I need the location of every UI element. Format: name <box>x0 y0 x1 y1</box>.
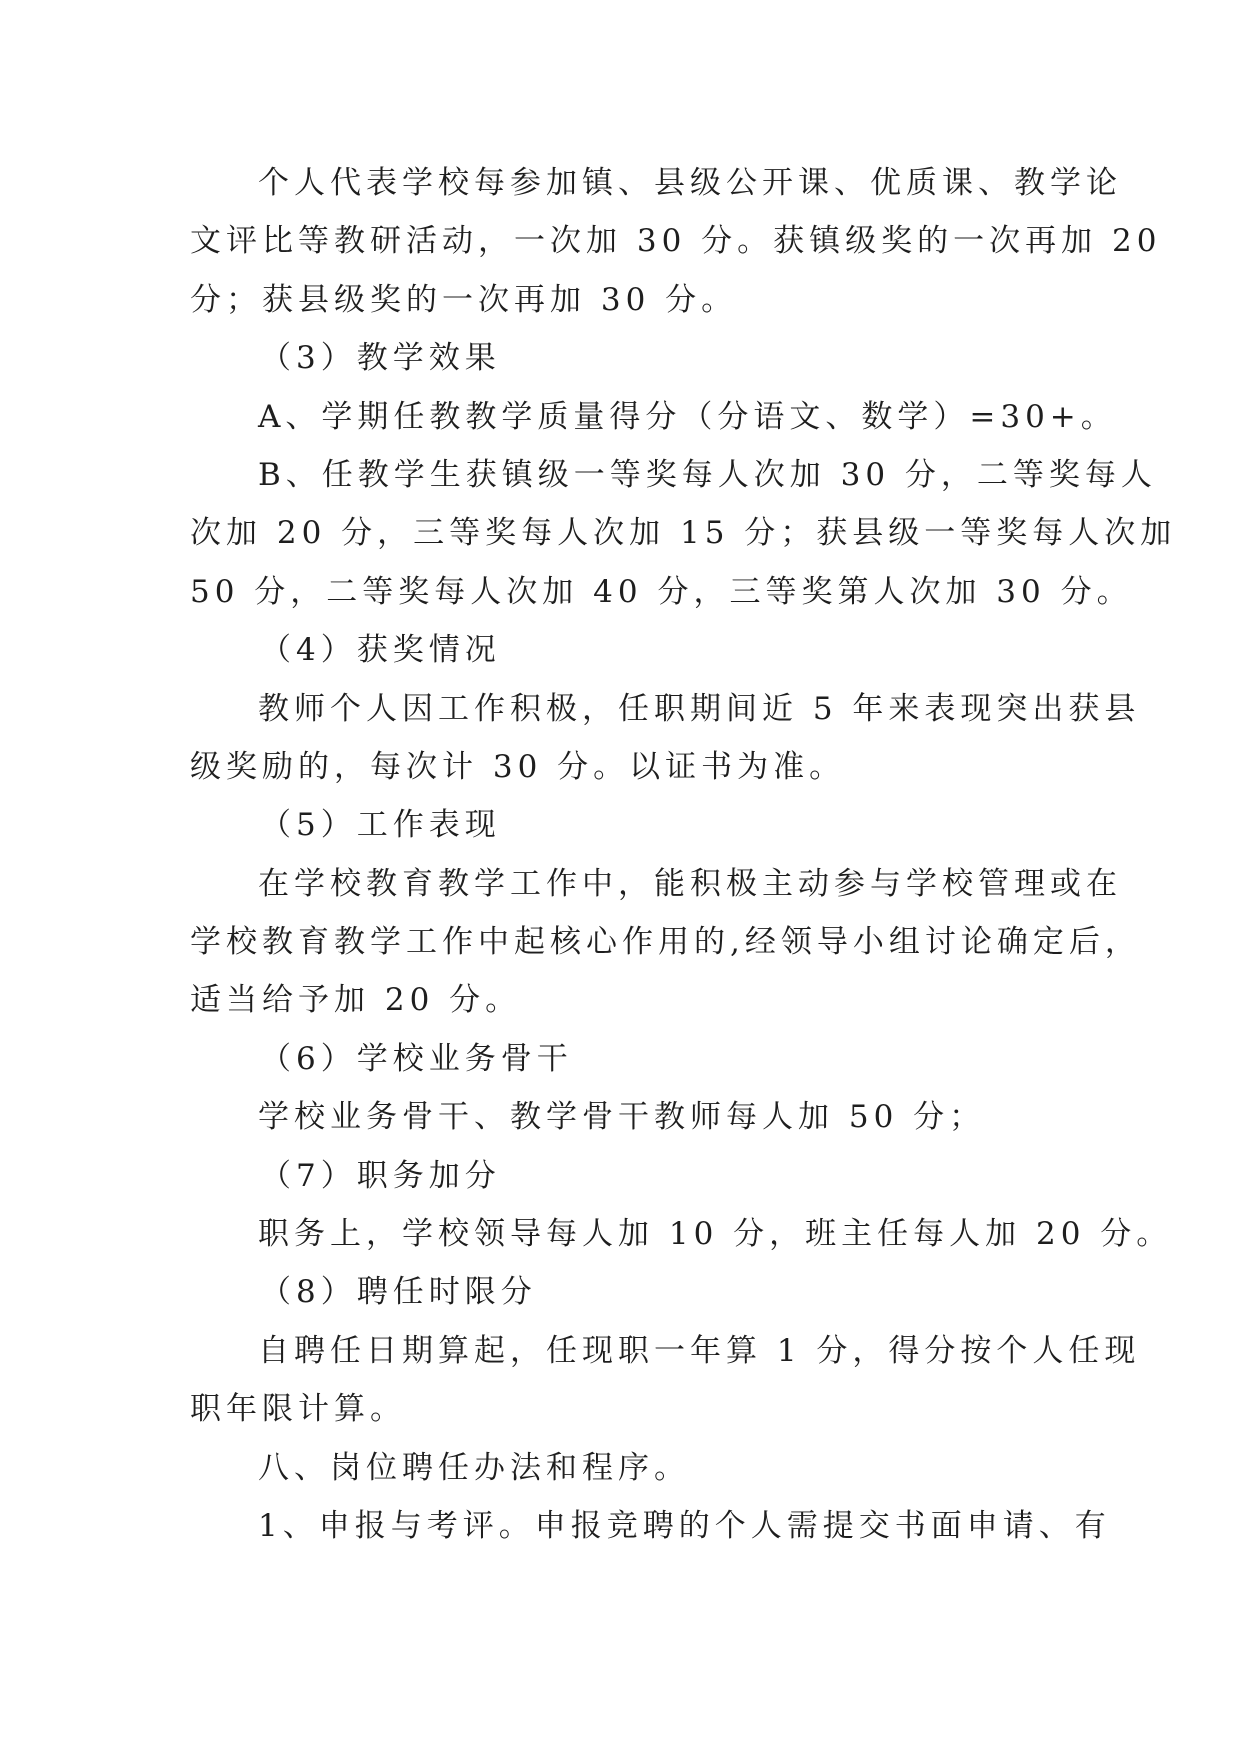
paragraph-line: 级奖励的，每次计 30 分。以证书为准。 <box>190 748 846 785</box>
paragraph-line: 文评比等教研活动，一次加 30 分。获镇级奖的一次再加 20 <box>190 223 1162 260</box>
section-heading: （5）工作表现 <box>260 807 501 844</box>
paragraph-line: 在学校教育教学工作中，能积极主动参与学校管理或在 <box>258 865 1122 902</box>
paragraph-line: 自聘任日期算起，任现职一年算 1 分，得分按个人任现 <box>258 1332 1141 1369</box>
section-heading: 八、岗位聘任办法和程序。 <box>258 1449 690 1486</box>
paragraph-line: 教师个人因工作积极，任职期间近 5 年来表现突出获县 <box>258 690 1141 727</box>
paragraph-line: 个人代表学校每参加镇、县级公开课、优质课、教学论 <box>258 165 1122 201</box>
section-heading: （4）获奖情况 <box>260 632 501 669</box>
paragraph-line: 学校业务骨干、教学骨干教师每人加 50 分； <box>258 1099 986 1136</box>
paragraph-line: A、学期任教教学质量得分（分语文、数学）=30+。 <box>258 398 1117 435</box>
paragraph-line: 1、申报与考评。申报竞聘的个人需提交书面申请、有 <box>258 1507 1111 1544</box>
paragraph-line: 职务上，学校领导每人加 10 分，班主任每人加 20 分。 <box>258 1216 1173 1253</box>
body-text <box>190 154 1177 1555</box>
paragraph-line: 50 分，二等奖每人次加 40 分，三等奖第人次加 30 分。 <box>190 573 1133 610</box>
paragraph-line: 学校教育教学工作中起核心作用的,经领导小组讨论确定后， <box>190 924 1141 961</box>
paragraph-line: 适当给予加 20 分。 <box>190 982 522 1019</box>
section-heading: （7）职务加分 <box>260 1157 501 1194</box>
paragraph-line: B、任教学生获镇级一等奖每人次加 30 分，二等奖每人 <box>258 456 1157 493</box>
section-heading: （6）学校业务骨干 <box>260 1040 573 1077</box>
paragraph-line: 次加 20 分，三等奖每人次加 15 分；获县级一等奖每人次加 <box>190 515 1177 552</box>
paragraph-line: 职年限计算。 <box>190 1391 406 1428</box>
section-heading: （8）聘任时限分 <box>260 1274 537 1311</box>
paragraph-line: 分；获县级奖的一次再加 30 分。 <box>190 281 738 318</box>
section-heading: （3）教学效果 <box>260 340 501 377</box>
